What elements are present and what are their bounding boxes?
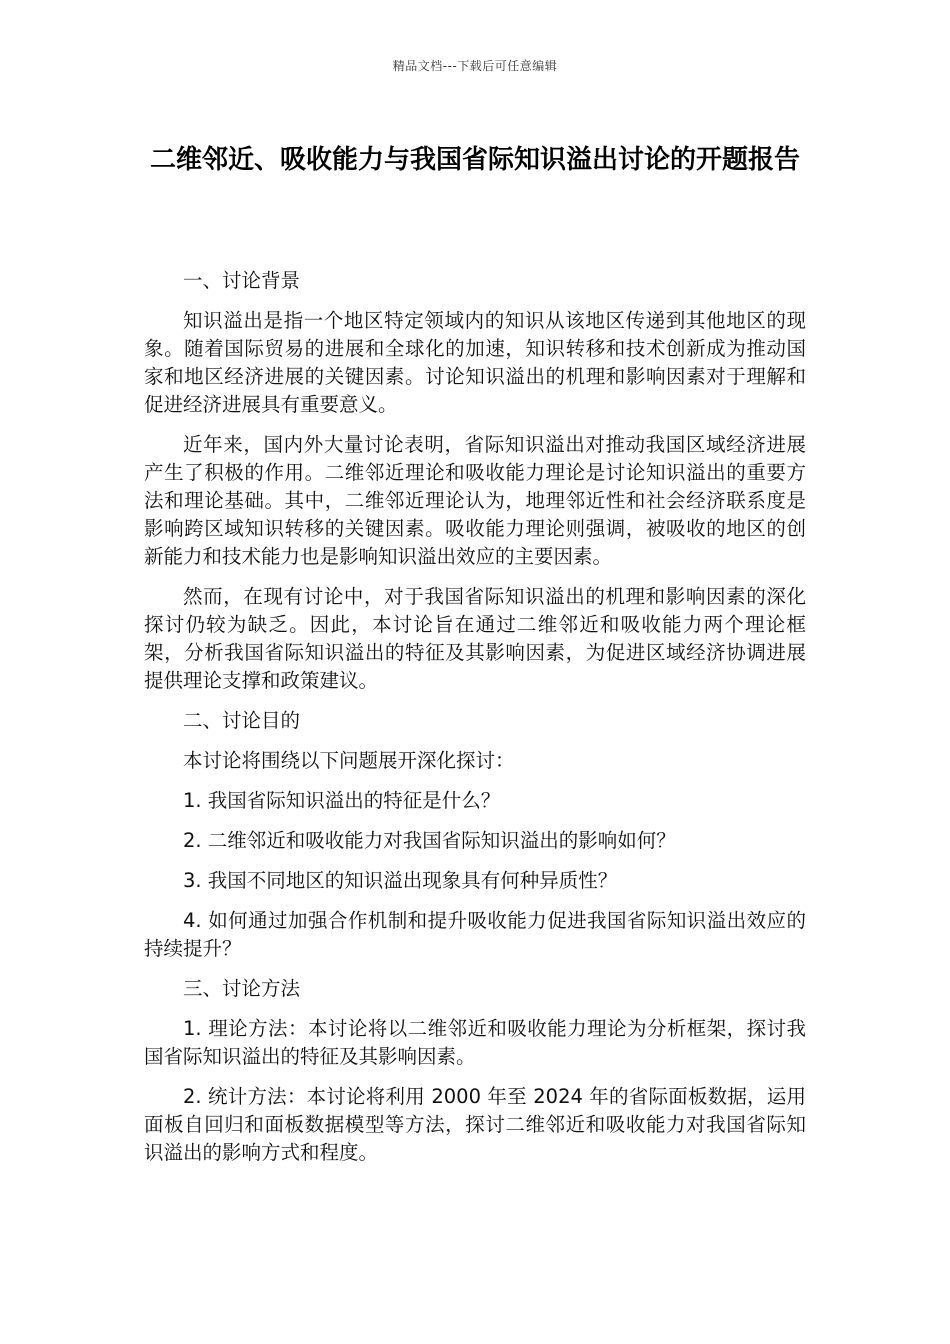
list-item-question-2: 2. 二维邻近和吸收能力对我国省际知识溢出的影响如何？ — [183, 829, 676, 852]
document-title: 二维邻近、吸收能力与我国省际知识溢出讨论的开题报告 — [149, 145, 800, 175]
list-item-question-1: 1. 我国省际知识溢出的特征是什么？ — [183, 789, 501, 812]
list-item-method-1: 1. 理论方法：本讨论将以二维邻近和吸收能力理论为分析框架，探讨我国省际知识溢出的特征及其影响因素。 — [144, 1017, 806, 1068]
list-item-question-4: 4. 如何通过加强合作机制和提升吸收能力促进我国省际知识溢出效应的持续提升？ — [144, 909, 806, 960]
paragraph-background-2: 近年来，国内外大量讨论表明，省际知识溢出对推动我国区域经济进展产生了积极的作用。二维邻近理论和吸收能力理论是讨论知识溢出的重要方法和理论基础。其中，二维邻近理论认为，地理邻近性和社会经济联系度是影响跨区域知识转移的关键因素。吸收能力理论则强调，被吸收的地区的创新能力和技术能力也是影响知识溢出效应的主要因素。 — [144, 433, 806, 568]
paragraph-purpose-intro: 本讨论将围绕以下问题展开深化探讨： — [183, 749, 515, 772]
header-note: 精品文档---下载后可任意编辑 — [392, 59, 558, 73]
paragraph-background-1: 知识溢出是指一个地区特定领域内的知识从该地区传递到其他地区的现象。随着国际贸易的进展和全球化的加速，知识转移和技术创新成为推动国家和地区经济进展的关键因素。讨论知识溢出的机理和影响因素对于理解和促进经济进展具有重要意义。 — [144, 309, 806, 416]
list-item-method-2: 2. 统计方法：本讨论将利用 2000 年至 2024 年的省际面板数据，运用面板自回归和面板数据模型等方法，探讨二维邻近和吸收能力对我国省际知识溢出的影响方式和程度。 — [144, 1085, 806, 1164]
list-item-question-3: 3. 我国不同地区的知识溢出现象具有何种异质性？ — [183, 869, 618, 892]
section-heading-purpose: 二、讨论目的 — [183, 709, 301, 732]
section-heading-background: 一、讨论背景 — [183, 269, 301, 292]
section-heading-methods: 三、讨论方法 — [183, 977, 301, 1000]
document-body — [144, 267, 806, 1179]
paragraph-background-3: 然而，在现有讨论中，对于我国省际知识溢出的机理和影响因素的深化探讨仍较为缺乏。因此，本讨论旨在通过二维邻近和吸收能力两个理论框架，分析我国省际知识溢出的特征及其影响因素，为促进区域经济协调进展提供理论支撑和政策建议。 — [144, 585, 806, 692]
